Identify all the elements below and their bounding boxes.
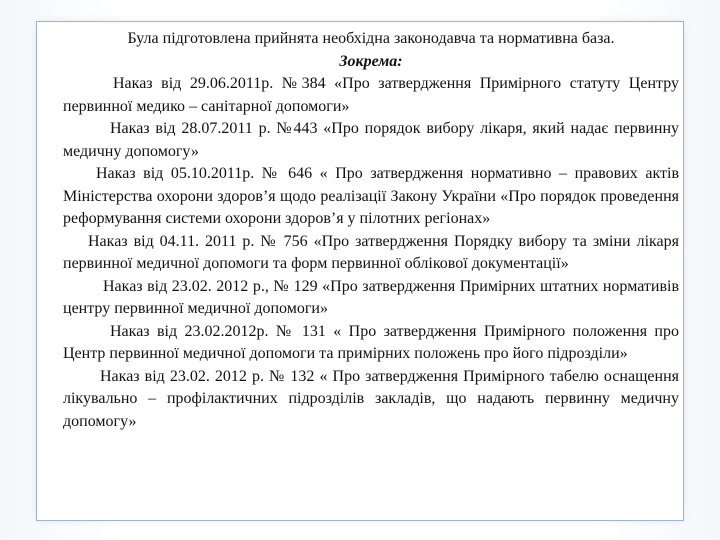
- intro-text: Була підготовлена прийнята необхідна законодавча та нормативна база.: [127, 30, 615, 47]
- subtitle-text: Зокрема:: [339, 52, 403, 70]
- order-item: [63, 276, 679, 321]
- order-item-text: Наказ від 23.02. 2012 р. № 132 « Про затвердження Примірного табелю оснащення лікувально – профілактичних підрозділів закладів, що надають первинну медичну допомогу»: [63, 367, 679, 430]
- order-item-text: Наказ від 23.02. 2012 р., № 129 «Про затвердження Примірних штатних нормативів центру первинної медичної допомоги»: [63, 277, 679, 317]
- order-item: [63, 321, 679, 366]
- order-item-text: Наказ від 28.07.2011 р. №443 «Про порядок вибору лікаря, який надає первинну медичну допомогу»: [63, 120, 679, 160]
- document-content: [63, 28, 679, 518]
- document-frame: [36, 21, 684, 521]
- order-item-text: Наказ від 04.11. 2011 р. № 756 «Про затвердження Порядку вибору та зміни лікаря первинної медичної допомоги та форм первинної облікової документації»: [63, 232, 679, 272]
- order-item: [63, 118, 679, 163]
- order-item: [63, 163, 679, 231]
- order-item-text: Наказ від 29.06.2011р. №384 «Про затвердження Примірного статуту Центру первинної медико – санітарної допомоги»: [63, 75, 679, 115]
- order-list: [63, 73, 679, 433]
- order-item-text: Наказ від 05.10.2011р. № 646 « Про затвердження нормативно – правових актів Міністерства охорони здоров’я щодо реалізації Закону України «Про порядок проведення реформування системи охорони здоров’я у пілотних регіонах»: [63, 165, 679, 227]
- order-item: [63, 231, 679, 276]
- order-item-text: Наказ від 23.02.2012р. № 131 « Про затвердження Примірного положення про Центр первинної медичної допомоги та примірних положень про його підрозділи»: [63, 322, 679, 362]
- order-item: [63, 366, 679, 434]
- order-item: [63, 73, 679, 118]
